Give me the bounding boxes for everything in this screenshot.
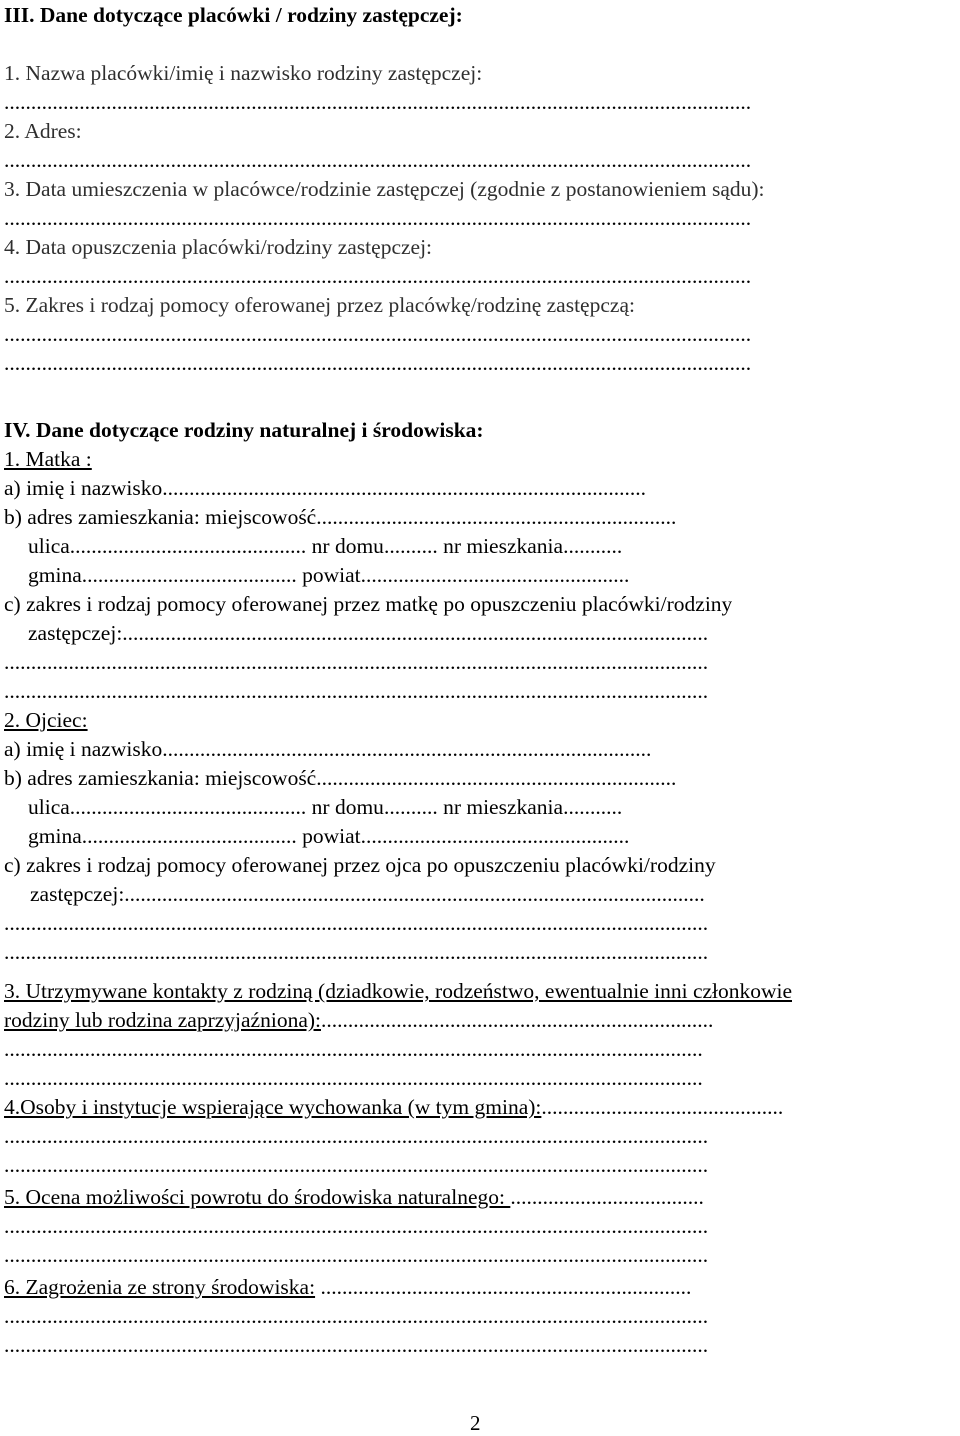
q5-fill-line-2[interactable]: ........................................................................................................................................... [4,351,752,375]
section-iv-title: IV. Dane dotyczące rodziny naturalnej i środowiska: [4,418,484,442]
q1-fill-line[interactable]: ........................................................................................................................................... [4,90,752,114]
father-gmina-row[interactable]: gmina........................................ powiat.................................................. [28,824,630,848]
mother-name-row[interactable]: a) imię i nazwisko.......................................................................................... [4,476,646,500]
q3-contacts-fill-1[interactable]: .................................................................................................................................. [4,1037,703,1061]
q5-assessment-fill-1[interactable]: ................................................................................................................................... [4,1214,709,1238]
q4-fill-line[interactable]: ........................................................................................................................................... [4,264,752,288]
q6-threats-row[interactable]: 6. Zagrożenia ze strony środowiska: ..................................................................... [4,1275,692,1299]
mother-help-label: c) zakres i rodzaj pomocy oferowanej przez matkę po opuszczeniu placówki/rodziny [4,592,733,616]
father-help-row[interactable]: zastępczej:............................................................................................................ [30,882,705,906]
q3-label: 3. Data umieszczenia w placówce/rodzinie zastępczej (zgodnie z postanowieniem sądu): [4,177,765,201]
q3-contacts-row[interactable]: rodziny lub rodzina zaprzyjaźniona):......................................................................... [4,1008,714,1032]
q5-assessment-fill-2[interactable]: ................................................................................................................................... [4,1243,709,1267]
q6-threats-fill-1[interactable]: ................................................................................................................................... [4,1304,709,1328]
q3-fill-line[interactable]: ........................................................................................................................................... [4,206,752,230]
q3-contacts-label-1: 3. Utrzymywane kontakty z rodziną (dziadkowie, rodzeństwo, ewentualnie inni członkowie [4,979,793,1003]
q4-support-fill-1[interactable]: ................................................................................................................................... [4,1124,709,1148]
father-help-fill-1[interactable]: ................................................................................................................................... [4,911,709,935]
q5-fill-line-1[interactable]: ........................................................................................................................................... [4,322,752,346]
mother-heading: 1. Matka : [4,447,92,471]
q5-assessment-row[interactable]: 5. Ocena możliwości powrotu do środowiska naturalnego: .................................... [4,1185,704,1209]
q4-support-row[interactable]: 4.Osoby i instytucje wspierające wychowanka (w tym gmina):............................................. [4,1095,784,1119]
father-street-row[interactable]: ulica............................................ nr domu.......... nr mieszkania........... [28,795,623,819]
mother-help-row[interactable]: zastępczej:............................................................................................................. [28,621,709,645]
q2-fill-line[interactable]: ........................................................................................................................................... [4,148,752,172]
page-number: 2 [470,1411,481,1435]
q3-contacts-fill-2[interactable]: .................................................................................................................................. [4,1066,703,1090]
q1-label: 1. Nazwa placówki/imię i nazwisko rodziny zastępczej: [4,61,483,85]
mother-street-row[interactable]: ulica............................................ nr domu.......... nr mieszkania........... [28,534,623,558]
father-heading: 2. Ojciec: [4,708,88,732]
mother-help-fill-2[interactable]: ................................................................................................................................... [4,679,709,703]
father-address-row[interactable]: b) adres zamieszkania: miejscowość................................................................... [4,766,677,790]
mother-gmina-row[interactable]: gmina........................................ powiat.................................................. [28,563,630,587]
mother-address-row[interactable]: b) adres zamieszkania: miejscowość................................................................... [4,505,677,529]
section-iii-title: III. Dane dotyczące placówki / rodziny zastępczej: [4,3,463,27]
father-help-label: c) zakres i rodzaj pomocy oferowanej przez ojca po opuszczeniu placówki/rodziny [4,853,716,877]
father-help-fill-2[interactable]: ................................................................................................................................... [4,940,709,964]
q5-label: 5. Zakres i rodzaj pomocy oferowanej przez placówkę/rodzinę zastępczą: [4,293,635,317]
q4-label: 4. Data opuszczenia placówki/rodziny zastępczej: [4,235,433,259]
father-name-row[interactable]: a) imię i nazwisko........................................................................................... [4,737,652,761]
q4-support-fill-2[interactable]: ................................................................................................................................... [4,1153,709,1177]
mother-help-fill-1[interactable]: ................................................................................................................................... [4,650,709,674]
q2-label: 2. Adres: [4,119,82,143]
q6-threats-fill-2[interactable]: ................................................................................................................................... [4,1333,709,1357]
